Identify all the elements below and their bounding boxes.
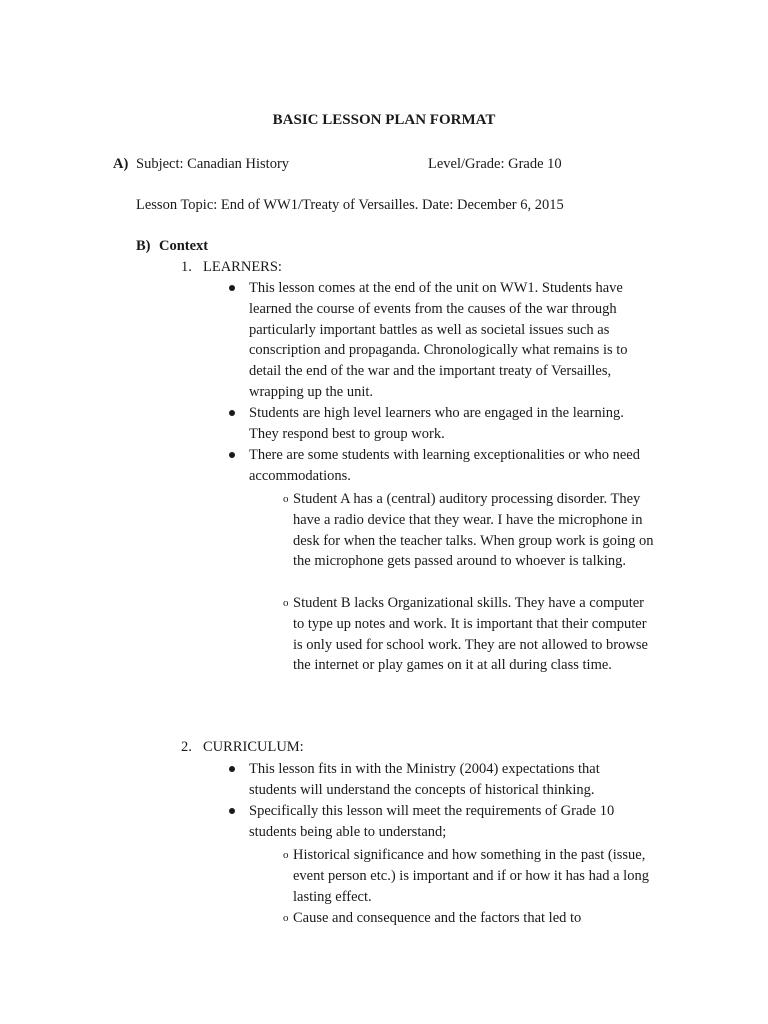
level-grade-line: Level/Grade: Grade 10 [428,156,562,172]
bullet-dot-icon [229,452,235,458]
sub-bullet-o-icon: o [283,597,289,609]
learners-sub-bullet-2: Student B lacks Organizational skills. They have a computer to type up notes and work. It is important that their computer is only used for school work. They are not allowed to browse the internet or play games on it at all during class time. [293,595,648,674]
curriculum-sub-bullet-2: Cause and consequence and the factors that led to [293,910,582,926]
learners-number: 1. [181,259,192,275]
bullet-dot-icon [229,766,235,772]
document-title: BASIC LESSON PLAN FORMAT [272,112,496,128]
subject-line: Subject: Canadian History [136,156,290,172]
lesson-topic-line: Lesson Topic: End of WW1/Treaty of Versailles. Date: December 6, 2015 [136,197,564,213]
learners-sub-bullet-1: Student A has a (central) auditory processing disorder. They have a radio device that they wear. I have the microphone in desk for when the teacher talks. When group work is going on the microphone gets passed around to whoever is talking. [293,491,654,570]
curriculum-heading: CURRICULUM: [203,739,304,755]
section-b-marker: B) [136,238,151,254]
bullet-dot-icon [229,285,235,291]
curriculum-bullet-2: Specifically this lesson will meet the requirements of Grade 10 students being able to understand; [249,803,615,840]
learners-bullet-2: Students are high level learners who are engaged in the learning. They respond best to group work. [249,405,624,442]
curriculum-sub-bullet-1: Historical significance and how something in the past (issue, event person etc.) is important and if or how it has had a long lasting effect. [293,847,649,905]
sub-bullet-o-icon: o [283,493,289,505]
sub-bullet-o-icon: o [283,849,289,861]
learners-bullet-1: This lesson comes at the end of the unit on WW1. Students have learned the course of events from the causes of the war through particularly important battles as well as societal issues such as conscription and propaganda. Chronologically what remains is to detail the end of the war and the important treaty of Versailles, wrapping up the unit. [249,280,628,400]
learners-heading: LEARNERS: [203,259,282,275]
learners-bullet-3: There are some students with learning exceptionalities or who need accommodations. [249,447,640,484]
section-a-marker: A) [113,156,129,172]
curriculum-number: 2. [181,739,192,755]
bullet-dot-icon [229,410,235,416]
bullet-dot-icon [229,808,235,814]
context-heading: Context [159,238,209,254]
sub-bullet-o-icon: o [283,912,289,924]
curriculum-bullet-1: This lesson fits in with the Ministry (2004) expectations that students will understand the concepts of historical thinking. [249,761,600,798]
